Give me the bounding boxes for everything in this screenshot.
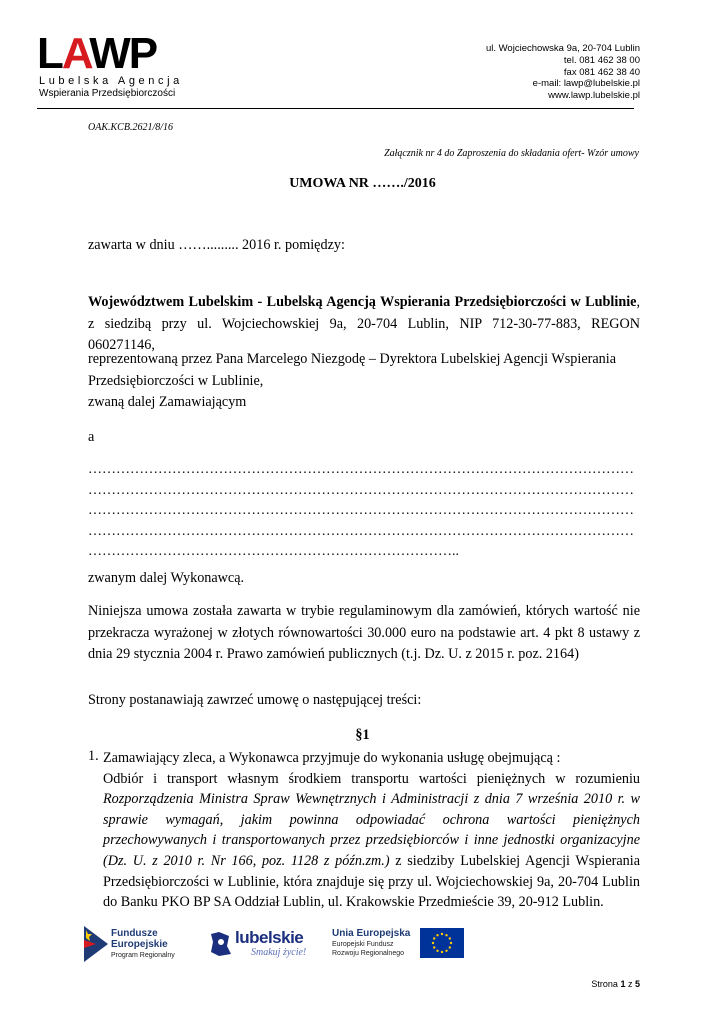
contact-fax: fax 081 462 38 40: [563, 66, 640, 78]
item-1-lead: Zamawiający zleca, a Wykonawca przyjmuje do wykonania usługę obejmującą :: [103, 750, 561, 766]
called-contractor: zwanym dalej Wykonawcą.: [88, 570, 245, 586]
page-total: 5: [634, 979, 640, 989]
contact-block: [380, 43, 640, 102]
header-divider: [37, 108, 634, 109]
page-label: Strona: [591, 979, 618, 989]
concluded-line: zawarta w dniu ……......... 2016 r. pomiędzy:: [88, 237, 345, 253]
lubelskie-logo: [207, 926, 312, 966]
eu-flag-icon: [420, 928, 464, 958]
item-1-text-b: z siedziby Lubelskiej Agencji Wspierania Przedsiębiorczości w Lublinie, która znajduje się przy ul. Wojciechowskiej 9a, 20-704 Lublin do Banku PKO BP SA Oddział Lublin, ul. Krakowskie Przedmieście 39, 20-912 Lublin.: [103, 852, 640, 911]
page-current: 1: [620, 979, 626, 989]
fundusze-star-icon: [84, 926, 108, 962]
fe-line2: Europejskie: [111, 939, 168, 950]
item-1-text-a: Odbiór i transport własnym środkiem transportu wartości pieniężnych w rozumieniu: [103, 770, 640, 787]
item-1-text: [103, 748, 640, 913]
dotted-line: ………………………………………………………………………………………………………: [88, 523, 634, 539]
item-1-description: [103, 769, 640, 913]
called-ordering: zwaną dalej Zamawiającym: [88, 394, 247, 410]
contact-address: ul. Wojciechowska 9a, 20-704 Lublin: [485, 43, 640, 54]
ue-line2: Europejski Fundusz: [332, 941, 394, 948]
dotted-line: ………………………………………………………………………………………………………: [88, 462, 634, 477]
fe-line3: Program Regionalny: [111, 952, 175, 959]
dotted-line: ………………………………………………………………………………………………………: [88, 503, 634, 518]
represented-by: reprezentowaną przez Pana Marcelego Niezgodę – Dyrektora Lubelskiej Agencji Wspierania Przedsiębiorczości w Lublinie,: [88, 351, 616, 389]
logo-line1: Lubelska Agencja: [39, 75, 183, 87]
section-1-heading: §1: [355, 727, 370, 743]
contact-email[interactable]: e-mail: lawp@lubelskie.pl: [532, 78, 640, 90]
fundusze-europejskie-logo: [84, 924, 194, 966]
conjunction-and: a: [88, 429, 95, 445]
contact-website[interactable]: www.lawp.lubelskie.pl: [548, 90, 640, 102]
page-of: z: [627, 979, 633, 989]
contractor-placeholder: [88, 460, 640, 563]
party-ordering-name: Województwem Lubelskim - Lubelską Agencją Wspierania Przedsiębiorczości w Lublinie: [88, 294, 637, 310]
party-ordering: [88, 292, 640, 357]
lawp-logo: [37, 29, 183, 100]
dotted-line: ……………………………………………………………………..: [88, 544, 459, 559]
page-number: [591, 979, 640, 989]
lubelskie-name: lubelskie: [235, 928, 304, 947]
item-1-regulation: Rozporządzenia Ministra Spraw Wewnętrznych i Administracji z dnia 7 września 2010 r. w sprawie wymagań, jakim powinna odpowiadać ochrona wartości pieniężnych przechowywanych i transportowanych przez przedsiębiorców i inne jednostki organizacyjne (Dz. U. z 2010 r. Nr 166, poz. 1128 z późn.zm.): [103, 791, 640, 869]
item-1-number: 1.: [88, 748, 99, 764]
document-title: UMOWA NR ……./2016: [289, 176, 436, 191]
fe-line1: Fundusze: [111, 928, 158, 939]
lubelskie-mark-icon: [207, 930, 233, 958]
dotted-line: ………………………………………………………………………………………………………: [88, 482, 634, 498]
ue-line3: Rozwoju Regionalnego: [332, 950, 404, 957]
party-ordering-details: , z siedzibą przy ul. Wojciechowskiej 9a, 20-704 Lublin, NIP 712-30-77-883, REGON 060271146,: [88, 294, 640, 353]
lubelskie-slogan: Smakuj życie!: [251, 947, 307, 958]
contact-phone: tel. 081 462 38 00: [563, 54, 640, 66]
agreement-intro: Strony postanawiają zawrzeć umowę o następującej treści:: [88, 692, 422, 708]
attachment-note: Załącznik nr 4 do Zaproszenia do składania ofert- Wzór umowy: [384, 148, 639, 159]
ue-line1: Unia Europejska: [332, 928, 411, 939]
logo-mark: LAWP: [37, 29, 157, 78]
reference-number: OAK.KCB.2621/8/16: [88, 122, 174, 133]
contract-mode-paragraph: Niniejsza umowa została zawarta w trybie regulaminowym dla zamówień, których wartość nie przekracza wyrażonej w złotych równowartości 30.000 euro na podstawie art. 4 pkt 8 ustawy z dnia 29 stycznia 2004 r. Prawo zamówień publicznych (t.j. Dz. U. z 2015 r. poz. 2164): [88, 603, 640, 662]
logo-line2: Wspierania Przedsiębiorczości: [39, 88, 176, 99]
